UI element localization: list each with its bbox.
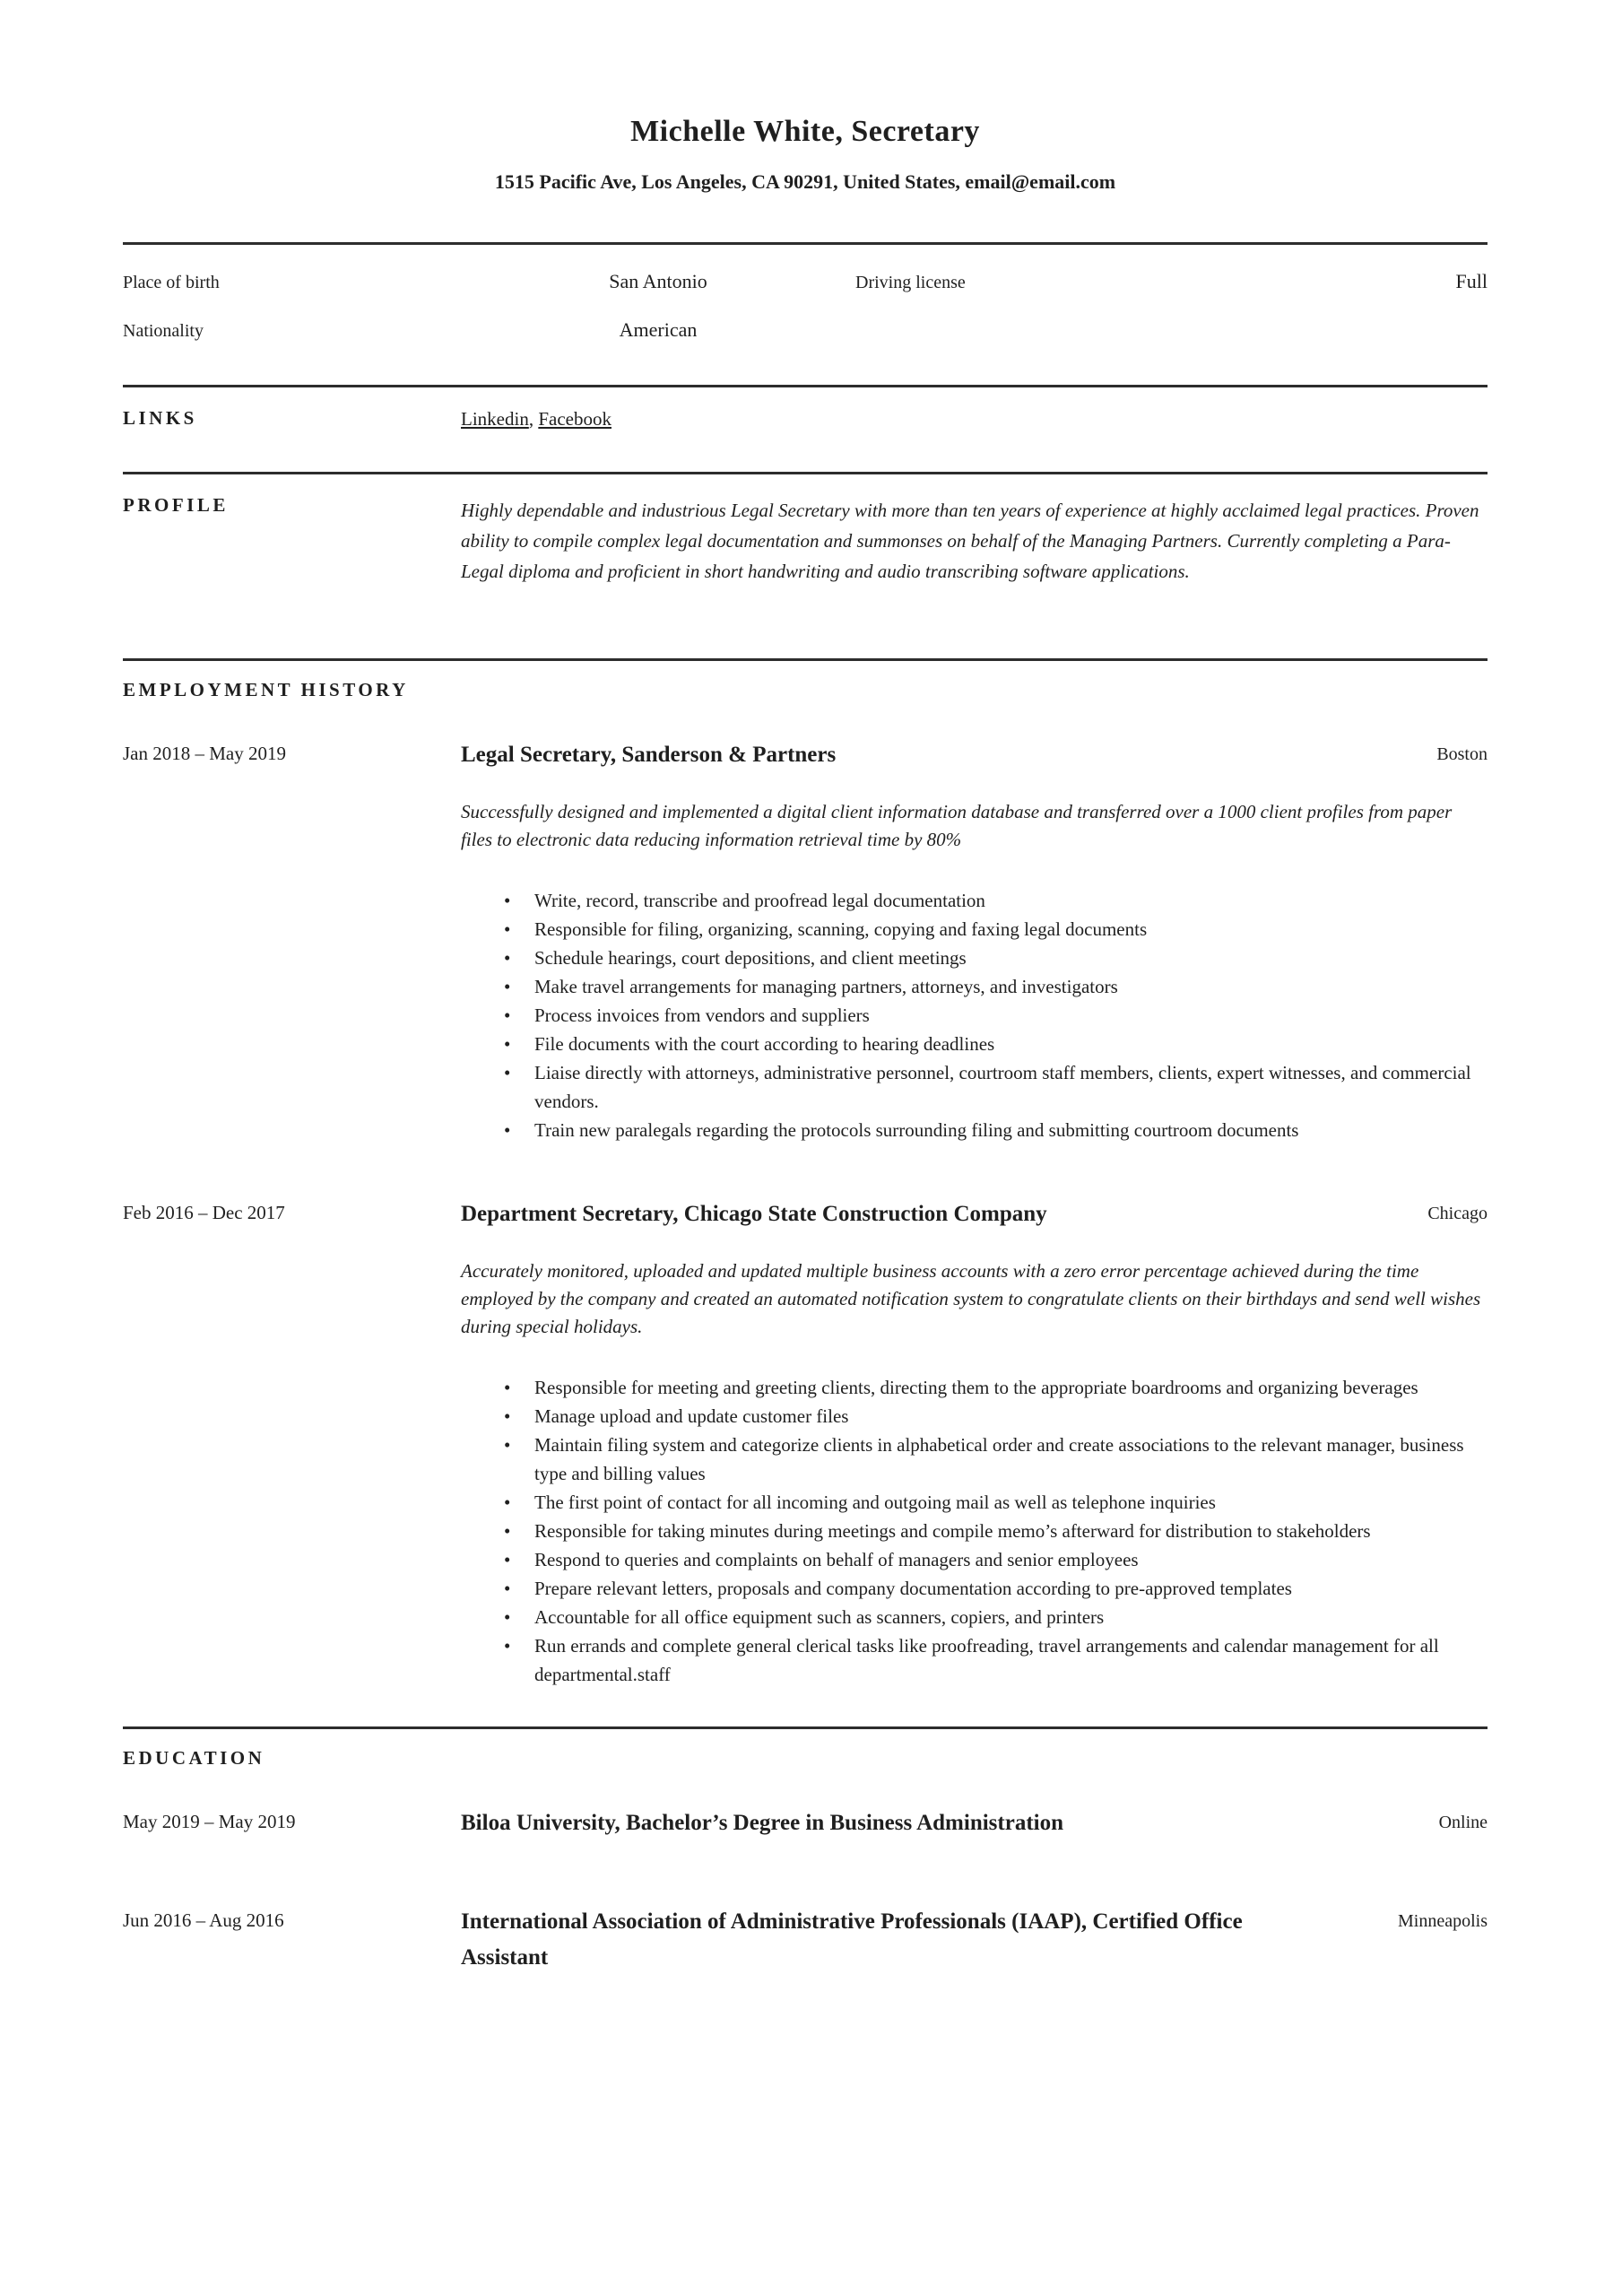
bullet-text: Manage upload and update customer files bbox=[534, 1405, 849, 1427]
bullet-text: File documents with the court according to hearing deadlines bbox=[534, 1033, 995, 1055]
bullet-item bbox=[504, 1431, 1488, 1488]
linkedin-link[interactable]: Linkedin bbox=[461, 408, 529, 430]
bullet-text: Respond to queries and complaints on behalf of managers and senior employees bbox=[534, 1549, 1139, 1570]
nationality-value: American bbox=[619, 318, 698, 341]
bullet-icon bbox=[504, 972, 534, 1001]
bullet-item bbox=[504, 1574, 1488, 1603]
education-heading: EDUCATION bbox=[123, 1747, 265, 1769]
education-title: International Association of Administrative Professionals (IAAP), Certified Office Assistant bbox=[461, 1909, 1243, 1970]
education-location: Online bbox=[1438, 1813, 1488, 1832]
bullet-text: Maintain filing system and categorize clients in alphabetical order and create associations to the relevant manager, business type and billing values bbox=[534, 1434, 1464, 1484]
job-dates: Jan 2018 – May 2019 bbox=[123, 743, 286, 764]
driving-license-value: Full bbox=[1455, 270, 1488, 292]
education-entry bbox=[123, 1805, 1488, 1841]
bullet-icon bbox=[504, 886, 534, 915]
bullet-text: Process invoices from vendors and suppliers bbox=[534, 1004, 870, 1026]
job-bullet-list bbox=[504, 1373, 1488, 1689]
employment-heading: EMPLOYMENT HISTORY bbox=[123, 679, 409, 700]
bullet-icon bbox=[504, 1488, 534, 1517]
job-summary: Successfully designed and implemented a digital client information database and transferred over a 1000 client profiles from paper files to electronic data reducing information retrieval time by 80% bbox=[461, 801, 1453, 850]
bullet-item bbox=[504, 1373, 1488, 1402]
bullet-text: Liaise directly with attorneys, administrative personnel, courtroom staff members, clients, expert witnesses, and commercial vendors. bbox=[534, 1062, 1471, 1112]
job-entry bbox=[123, 737, 1488, 1144]
bullet-item bbox=[504, 1545, 1488, 1574]
bullet-item bbox=[504, 1402, 1488, 1431]
bullet-text: Accountable for all office equipment such as scanners, copiers, and printers bbox=[534, 1606, 1105, 1628]
bullet-item bbox=[504, 1488, 1488, 1517]
profile-section bbox=[123, 474, 1488, 658]
bullet-icon bbox=[504, 1373, 534, 1402]
place-of-birth-label: Place of birth bbox=[123, 273, 220, 292]
education-entry bbox=[123, 1904, 1488, 1976]
bullet-icon bbox=[504, 1402, 534, 1431]
bullet-text: The first point of contact for all incoming and outgoing mail as well as telephone inquiries bbox=[534, 1492, 1216, 1513]
bullet-icon bbox=[504, 1603, 534, 1631]
bullet-icon bbox=[504, 1116, 534, 1144]
bullet-icon bbox=[504, 1545, 534, 1574]
place-of-birth-value: San Antonio bbox=[609, 270, 707, 292]
links-heading: LINKS bbox=[123, 407, 197, 429]
bullet-icon bbox=[504, 1431, 534, 1488]
bullet-text: Responsible for taking minutes during meetings and compile memo’s afterward for distribution to stakeholders bbox=[534, 1520, 1371, 1542]
bullet-icon bbox=[504, 1058, 534, 1116]
job-body bbox=[461, 798, 1488, 1144]
job-title: Department Secretary, Chicago State Construction Company bbox=[461, 1202, 1047, 1226]
facebook-link[interactable]: Facebook bbox=[538, 408, 612, 430]
job-bullet-list bbox=[504, 886, 1488, 1144]
bullet-text: Responsible for filing, organizing, scanning, copying and faxing legal documents bbox=[534, 918, 1148, 940]
bullet-text: Make travel arrangements for managing partners, attorneys, and investigators bbox=[534, 976, 1118, 997]
nationality-label: Nationality bbox=[123, 321, 204, 341]
education-title: Biloa University, Bachelor’s Degree in Business Administration bbox=[461, 1811, 1063, 1835]
education-location: Minneapolis bbox=[1398, 1911, 1488, 1931]
bullet-item bbox=[504, 1030, 1488, 1058]
education-entry-head bbox=[123, 1904, 1488, 1976]
job-entry-head bbox=[123, 1196, 1488, 1232]
bullet-item bbox=[504, 1116, 1488, 1144]
resume-header bbox=[123, 115, 1488, 194]
education-dates: Jun 2016 – Aug 2016 bbox=[123, 1909, 284, 1931]
personal-details bbox=[123, 245, 1488, 385]
bullet-item bbox=[504, 1058, 1488, 1116]
bullet-icon bbox=[504, 1574, 534, 1603]
bullet-text: Write, record, transcribe and proofread legal documentation bbox=[534, 890, 985, 911]
bullet-item bbox=[504, 1631, 1488, 1689]
job-location: Chicago bbox=[1427, 1204, 1488, 1223]
bullet-icon bbox=[504, 1001, 534, 1030]
education-section bbox=[123, 1729, 1488, 2013]
bullet-icon bbox=[504, 944, 534, 972]
bullet-text: Responsible for meeting and greeting clients, directing them to the appropriate boardrooms and organizing beverages bbox=[534, 1377, 1418, 1398]
job-title: Legal Secretary, Sanderson & Partners bbox=[461, 743, 837, 767]
bullet-item bbox=[504, 915, 1488, 944]
bullet-item bbox=[504, 1517, 1488, 1545]
links-section bbox=[123, 387, 1488, 472]
employment-section bbox=[123, 661, 1488, 1726]
bullet-icon bbox=[504, 1030, 534, 1058]
bullet-icon bbox=[504, 915, 534, 944]
bullet-text: Run errands and complete general clerical tasks like proofreading, travel arrangements and calendar management for all departmental.staff bbox=[534, 1635, 1439, 1685]
bullet-text: Train new paralegals regarding the protocols surrounding filing and submitting courtroom documents bbox=[534, 1119, 1299, 1141]
bullet-icon bbox=[504, 1631, 534, 1689]
bullet-item bbox=[504, 1603, 1488, 1631]
bullet-item bbox=[504, 1001, 1488, 1030]
job-entry-head bbox=[123, 737, 1488, 773]
education-entry-head bbox=[123, 1805, 1488, 1841]
education-dates: May 2019 – May 2019 bbox=[123, 1811, 296, 1832]
bullet-item bbox=[504, 886, 1488, 915]
bullet-icon bbox=[504, 1517, 534, 1545]
job-location: Boston bbox=[1436, 744, 1488, 764]
profile-heading: PROFILE bbox=[123, 494, 229, 516]
bullet-text: Schedule hearings, court depositions, and client meetings bbox=[534, 947, 967, 969]
profile-text: Highly dependable and industrious Legal Secretary with more than ten years of experience at highly acclaimed legal practices. Proven ability to compile complex legal documentation and summonses on behalf of the Managing Partners. Currently completing a Para-Legal diploma and proficient in short handwriting and audio transcribing software applications. bbox=[461, 500, 1479, 582]
job-summary: Accurately monitored, uploaded and updated multiple business accounts with a zero error percentage achieved during the time employed by the company and created an automated notification system to congratulate clients on their birthdays and send well wishes during special holidays. bbox=[461, 1260, 1481, 1337]
bullet-item bbox=[504, 972, 1488, 1001]
links-separator: , bbox=[528, 408, 539, 430]
job-entry bbox=[123, 1196, 1488, 1689]
contact-line: 1515 Pacific Ave, Los Angeles, CA 90291, United States, email@email.com bbox=[494, 170, 1116, 193]
driving-license-label: Driving license bbox=[855, 273, 966, 292]
job-body bbox=[461, 1257, 1488, 1689]
bullet-text: Prepare relevant letters, proposals and company documentation according to pre-approved templates bbox=[534, 1578, 1292, 1599]
job-dates: Feb 2016 – Dec 2017 bbox=[123, 1202, 285, 1223]
bullet-item bbox=[504, 944, 1488, 972]
links-line bbox=[461, 407, 1488, 430]
resume-name: Michelle White, Secretary bbox=[630, 115, 980, 148]
